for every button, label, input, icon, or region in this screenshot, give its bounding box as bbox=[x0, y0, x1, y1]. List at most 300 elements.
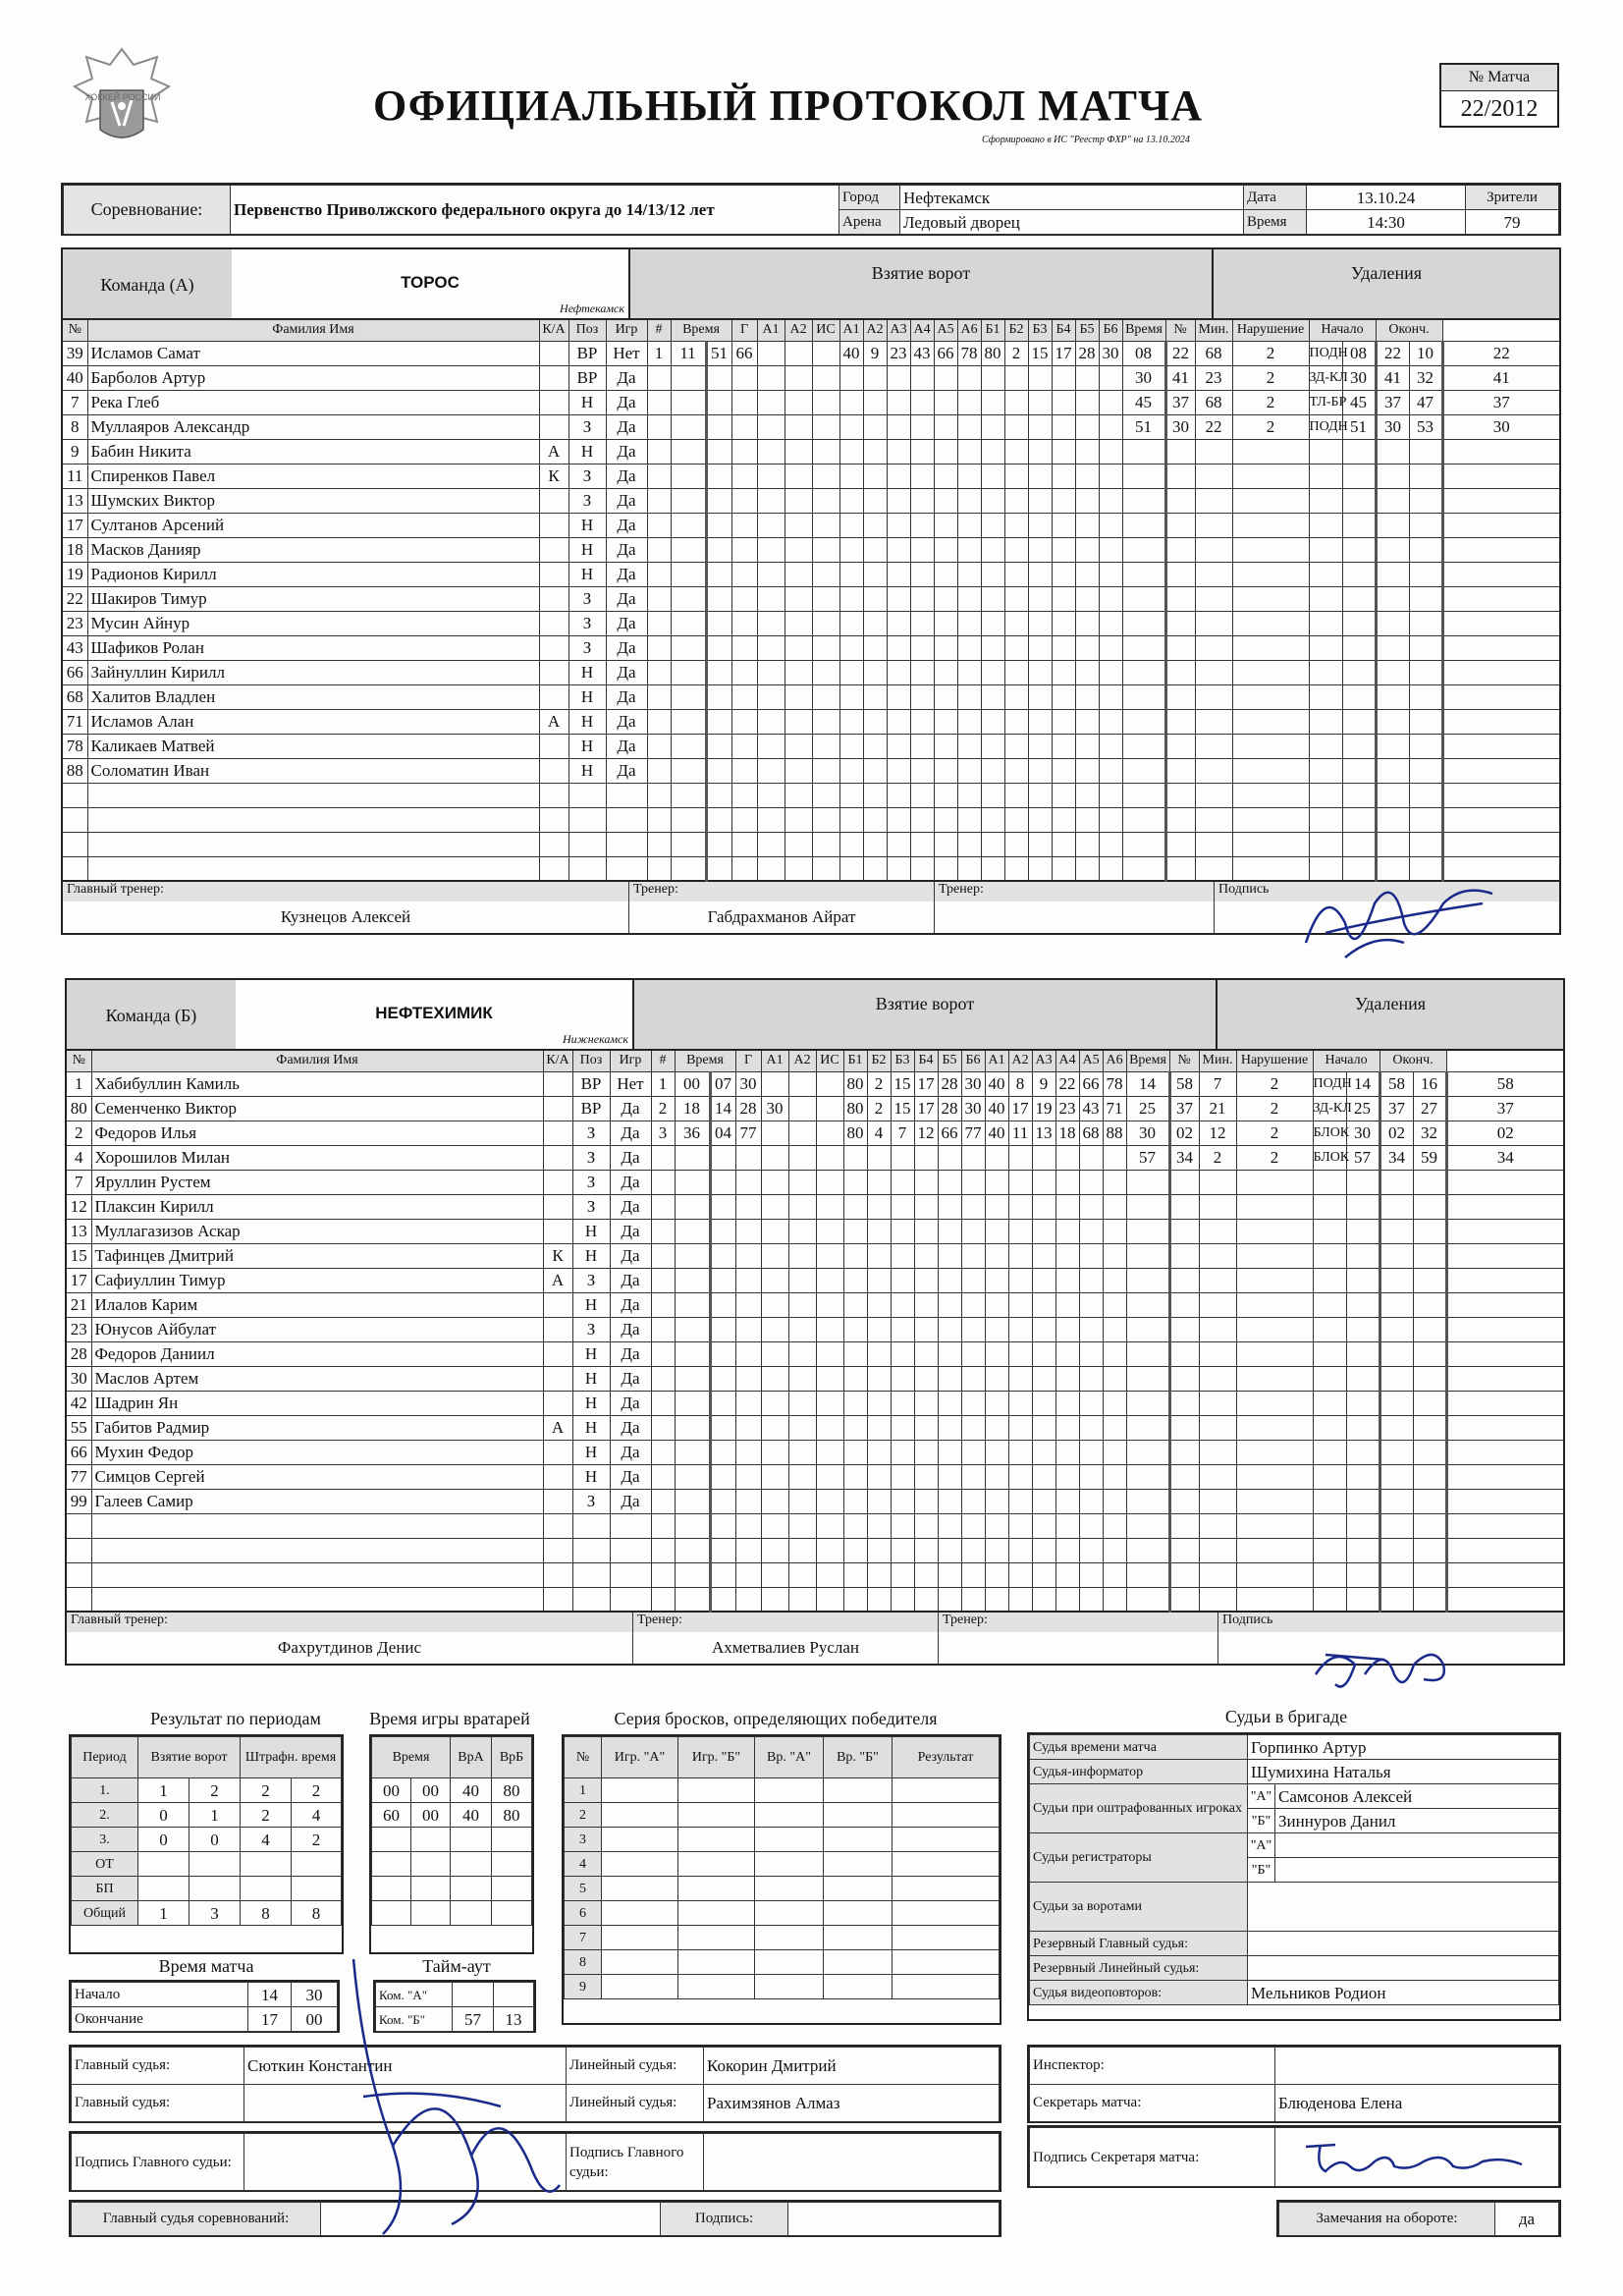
team_a-coach2 bbox=[935, 882, 1215, 933]
team_b-goal-onice-a4 bbox=[914, 1440, 938, 1464]
team_a-goal-onice-b5 bbox=[1075, 513, 1099, 537]
team_a-pen-end-sec: 30 bbox=[1442, 414, 1560, 439]
team_a-goal-sec bbox=[706, 684, 731, 709]
team_b-pen-player bbox=[1199, 1317, 1236, 1341]
team_a-goal-onice-b3 bbox=[1028, 537, 1052, 562]
team_b-goal-min bbox=[675, 1145, 710, 1170]
team_b-goal-min: 18 bbox=[675, 1096, 710, 1121]
team_b-goal-onice-b4 bbox=[1055, 1292, 1079, 1317]
team_a-pen-sec-time bbox=[1165, 586, 1195, 611]
ref-name: Мельников Родион bbox=[1248, 1981, 1559, 2005]
team_b-goal-onice-a6 bbox=[961, 1170, 985, 1194]
team_b-goal-onice-b1 bbox=[985, 1513, 1008, 1538]
team_a-goal-onice-a5 bbox=[934, 537, 957, 562]
team_a-pen-start-min: 45 bbox=[1342, 390, 1376, 414]
team_b-pen-sec-time: 34 bbox=[1169, 1145, 1199, 1170]
team_b-goal-sec bbox=[710, 1170, 735, 1194]
team_a-goal-type bbox=[812, 635, 839, 660]
team_a-player-ka bbox=[539, 660, 568, 684]
team_b-player-name: Яруллин Рустем bbox=[91, 1170, 543, 1194]
team_b-goal-onice-a1: 80 bbox=[843, 1071, 867, 1096]
team_a-goal-onice-a1: 40 bbox=[839, 341, 863, 365]
team_a-goal-min bbox=[671, 488, 706, 513]
team_a-goal-scorer bbox=[731, 635, 757, 660]
team_b-goal-onice-a2 bbox=[867, 1538, 891, 1562]
team_b-goal-scorer bbox=[735, 1587, 761, 1612]
team_b-goal-onice-b6: 78 bbox=[1103, 1071, 1126, 1096]
period-pim-b bbox=[292, 1852, 342, 1877]
team_b-pen-player bbox=[1199, 1562, 1236, 1587]
goalies-h-a: ВрА bbox=[451, 1737, 492, 1778]
team_b-goal-onice-a5: 66 bbox=[938, 1121, 961, 1145]
team_b-pen-minutes: 2 bbox=[1236, 1096, 1313, 1121]
team_b-player-no bbox=[66, 1538, 91, 1562]
team_b-h-play: Игр bbox=[610, 1050, 651, 1071]
team_b-goal-onice-a3 bbox=[891, 1243, 914, 1268]
team_b-goal-assist2 bbox=[788, 1170, 816, 1194]
team_b-pen-player bbox=[1199, 1170, 1236, 1194]
team_b-goal-onice-b1 bbox=[985, 1145, 1008, 1170]
table-row bbox=[565, 1778, 1000, 1803]
team_a-goal-onice-a2 bbox=[863, 783, 887, 807]
team_b-pen-start-sec bbox=[1380, 1587, 1413, 1612]
shootout-cell bbox=[678, 1950, 755, 1975]
team_b-goal-onice-a5 bbox=[938, 1194, 961, 1219]
team_b-goal-scorer bbox=[735, 1415, 761, 1440]
team_a-pen-min-time bbox=[1122, 832, 1165, 856]
shootout-cell bbox=[678, 1901, 755, 1926]
team_a-goal-onice-b1 bbox=[981, 832, 1004, 856]
team_b-goal-assist2 bbox=[788, 1489, 816, 1513]
team_b-player-ka bbox=[543, 1145, 572, 1170]
team_a-goal-onice-b1 bbox=[981, 586, 1004, 611]
team_a-goal-onice-a5 bbox=[934, 758, 957, 783]
team_b-goal-onice-b1 bbox=[985, 1317, 1008, 1341]
team_a-goal-onice-a4 bbox=[910, 684, 934, 709]
team_b-goal-onice-b2 bbox=[1008, 1170, 1032, 1194]
team_b-goal-onice-a3 bbox=[891, 1464, 914, 1489]
team_a-pen-violation bbox=[1309, 611, 1342, 635]
goalie-a bbox=[451, 1828, 492, 1852]
team_b-player-no: 77 bbox=[66, 1464, 91, 1489]
team_b-goal-onice-a1: 80 bbox=[843, 1121, 867, 1145]
team_a-player-no: 9 bbox=[62, 439, 87, 464]
team_b-player-pos: З bbox=[572, 1194, 610, 1219]
team_b-goal-onice-a4 bbox=[914, 1562, 938, 1587]
team_a-goal-onice-a3 bbox=[887, 439, 910, 464]
team_b-goal-no bbox=[651, 1145, 675, 1170]
team_b-goal-onice-b6 bbox=[1103, 1562, 1126, 1587]
team_b-goal-assist1 bbox=[761, 1219, 788, 1243]
timeout-title: Тайм-аут bbox=[422, 1956, 491, 1976]
notes-value: да bbox=[1495, 2203, 1559, 2236]
team_b-goal-onice-b2 bbox=[1008, 1538, 1032, 1562]
team_a-goal-onice-a3 bbox=[887, 611, 910, 635]
spectators-value: 79 bbox=[1466, 210, 1559, 235]
team_a-goal-onice-a4 bbox=[910, 832, 934, 856]
team_b-pen-start-min: 30 bbox=[1346, 1121, 1380, 1145]
table-row bbox=[565, 1901, 1000, 1926]
team_a-goal-onice-b1 bbox=[981, 488, 1004, 513]
team_a-goal-type bbox=[812, 611, 839, 635]
team_a-goal-assist1 bbox=[757, 758, 784, 783]
team_a-player-pos: Н bbox=[568, 390, 606, 414]
team_b-pen-start-min bbox=[1346, 1464, 1380, 1489]
team_a-goal-assist1 bbox=[757, 341, 784, 365]
team_a-h-ka: К/А bbox=[539, 319, 568, 341]
team_a-pen-violation bbox=[1309, 684, 1342, 709]
shootout-cell bbox=[824, 1828, 893, 1852]
team_b-pen-start-sec bbox=[1380, 1292, 1413, 1317]
refs-title: Судьи в бригаде bbox=[1224, 1707, 1348, 1726]
team_b-goal-no bbox=[651, 1194, 675, 1219]
team_a-pen-end-min: 10 bbox=[1409, 341, 1442, 365]
team_b-goal-onice-b3: 19 bbox=[1032, 1096, 1055, 1121]
team_b-goal-sec bbox=[710, 1341, 735, 1366]
team_a-goal-onice-b1: 80 bbox=[981, 341, 1004, 365]
team_b-goal-min bbox=[675, 1292, 710, 1317]
team_b-pen-start-min bbox=[1346, 1366, 1380, 1391]
team_a-goal-onice-a6 bbox=[957, 611, 981, 635]
team_a-player-name: Каликаев Матвей bbox=[87, 734, 539, 758]
team_a-goal-type bbox=[812, 390, 839, 414]
team_b-pen-end-sec bbox=[1446, 1243, 1564, 1268]
team_a-goal-onice-b4 bbox=[1052, 439, 1075, 464]
table-row bbox=[62, 758, 1560, 783]
team_b-goal-onice-a3 bbox=[891, 1440, 914, 1464]
goalie-time-min bbox=[372, 1852, 411, 1877]
team_a-goal-onice-a4 bbox=[910, 586, 934, 611]
team_b-goal-assist2 bbox=[788, 1096, 816, 1121]
team_b-goal-onice-b1 bbox=[985, 1391, 1008, 1415]
team_b-pen-start-min: 14 bbox=[1346, 1071, 1380, 1096]
team_b-goal-assist1 bbox=[761, 1489, 788, 1513]
city-label: Город bbox=[839, 186, 900, 210]
team_b-goal-no bbox=[651, 1341, 675, 1366]
team_a-goal-type bbox=[812, 586, 839, 611]
goalie-time-sec bbox=[411, 1877, 451, 1901]
team_b-pen-minutes bbox=[1236, 1292, 1313, 1317]
team_a-goal-onice-b6 bbox=[1099, 783, 1122, 807]
team_a-player-play bbox=[606, 856, 647, 881]
team_b-pen-sec-time: 37 bbox=[1169, 1096, 1199, 1121]
team_b-pen-end-min bbox=[1413, 1219, 1446, 1243]
team_a-goal-onice-b5 bbox=[1075, 562, 1099, 586]
table-row bbox=[565, 1803, 1000, 1828]
team_a-goal-onice-b4 bbox=[1052, 464, 1075, 488]
team_b-goal-onice-a4: 17 bbox=[914, 1071, 938, 1096]
team_b-pen-start-sec bbox=[1380, 1170, 1413, 1194]
team_b-goal-type bbox=[816, 1415, 843, 1440]
table-row bbox=[372, 1852, 532, 1877]
notes-label: Замечания на обороте: bbox=[1279, 2203, 1495, 2236]
team_b-player-name bbox=[91, 1587, 543, 1612]
team_b-pen-minutes bbox=[1236, 1513, 1313, 1538]
team_a-goal-onice-b3 bbox=[1028, 414, 1052, 439]
team_a-player-name: Шакиров Тимур bbox=[87, 586, 539, 611]
team_b-player-ka bbox=[543, 1096, 572, 1121]
team_a-title-area bbox=[63, 249, 630, 318]
team_b-pen-end-min bbox=[1413, 1415, 1446, 1440]
shootout-h-res: Результат bbox=[893, 1737, 1000, 1778]
team_b-goal-onice-a3 bbox=[891, 1391, 914, 1415]
team_b-pen-min-time bbox=[1126, 1243, 1169, 1268]
team_a-goal-no bbox=[647, 586, 671, 611]
team_b-goal-onice-b4 bbox=[1055, 1513, 1079, 1538]
team_b-goal-onice-a5 bbox=[938, 1513, 961, 1538]
team_a-player-name: Исламов Самат bbox=[87, 341, 539, 365]
team_a-goal-assist2 bbox=[784, 464, 812, 488]
team_b-goal-onice-a1 bbox=[843, 1440, 867, 1464]
team_a-goal-assist1 bbox=[757, 783, 784, 807]
team_b-player-name bbox=[91, 1538, 543, 1562]
shootout-cell bbox=[824, 1877, 893, 1901]
team_a-player-pos: З bbox=[568, 635, 606, 660]
team_b-goal-onice-a3 bbox=[891, 1317, 914, 1341]
team_b-pen-sec-time bbox=[1169, 1538, 1199, 1562]
shootout-cell bbox=[678, 1852, 755, 1877]
chief-ref1: Сюткин Константин bbox=[244, 2048, 567, 2085]
team_b-goal-onice-b1 bbox=[985, 1366, 1008, 1391]
team_b-goal-no bbox=[651, 1513, 675, 1538]
secretary-signature-icon bbox=[1296, 2127, 1542, 2186]
team_a-goal-no bbox=[647, 537, 671, 562]
team_b-goal-onice-a5 bbox=[938, 1317, 961, 1341]
team_a-player-ka bbox=[539, 414, 568, 439]
team_a-goal-onice-b1 bbox=[981, 365, 1004, 390]
team_b-player-name: Тафинцев Дмитрий bbox=[91, 1243, 543, 1268]
team_b-player-pos: Н bbox=[572, 1219, 610, 1243]
team_a-goal-onice-b2 bbox=[1004, 611, 1028, 635]
team_a-goal-onice-b5 bbox=[1075, 807, 1099, 832]
match-time-box bbox=[69, 1980, 340, 2033]
team_a-goal-onice-b2 bbox=[1004, 660, 1028, 684]
period-pim-b: 4 bbox=[292, 1803, 342, 1828]
team_a-pen-violation bbox=[1309, 734, 1342, 758]
team_b-goal-onice-a2 bbox=[867, 1145, 891, 1170]
goalie-a bbox=[451, 1901, 492, 1926]
team_b-pen-player bbox=[1199, 1464, 1236, 1489]
shootout-no: 5 bbox=[565, 1877, 602, 1901]
shootout-cell bbox=[755, 1828, 824, 1852]
table-row bbox=[1030, 1735, 1559, 1760]
team_a-goal-onice-b1 bbox=[981, 734, 1004, 758]
team_b-h-onice-b2: А2 bbox=[1008, 1050, 1032, 1071]
team_a-player-pos: З bbox=[568, 414, 606, 439]
team_b-h-onice-b6: А6 bbox=[1103, 1050, 1126, 1071]
team_a-pen-start-min bbox=[1342, 807, 1376, 832]
team_b-pen-player bbox=[1199, 1440, 1236, 1464]
team_a-goal-onice-a1 bbox=[839, 758, 863, 783]
period-pim-a: 2 bbox=[241, 1778, 292, 1803]
team_a-player-pos bbox=[568, 783, 606, 807]
team_a-player-ka bbox=[539, 390, 568, 414]
period-pim-a: 8 bbox=[241, 1901, 292, 1926]
team_b-goal-type bbox=[816, 1366, 843, 1391]
team_a-pen-minutes bbox=[1232, 758, 1309, 783]
team_a-goal-assist2 bbox=[784, 856, 812, 881]
sig-chief-label: Подпись Главного судьи: bbox=[72, 2134, 244, 2191]
team_a-goal-onice-a3 bbox=[887, 807, 910, 832]
team_b-pen-end-min bbox=[1413, 1587, 1446, 1612]
team_a-goal-onice-b1 bbox=[981, 660, 1004, 684]
shootout-cell bbox=[893, 1950, 1000, 1975]
team_a-goal-onice-a5 bbox=[934, 513, 957, 537]
team_a-goal-onice-a5 bbox=[934, 684, 957, 709]
team_a-goal-onice-b3 bbox=[1028, 832, 1052, 856]
goalie-a bbox=[451, 1877, 492, 1901]
team_b-goal-onice-a5 bbox=[938, 1219, 961, 1243]
team_a-player-play bbox=[606, 807, 647, 832]
team_b-pen-start-min bbox=[1346, 1440, 1380, 1464]
team_a-goal-onice-a3 bbox=[887, 684, 910, 709]
team_a-goal-onice-b3 bbox=[1028, 390, 1052, 414]
team_b-goal-min: 00 bbox=[675, 1071, 710, 1096]
team_b-goal-onice-b3: 9 bbox=[1032, 1071, 1055, 1096]
team_a-pen-start-sec bbox=[1376, 611, 1409, 635]
ref-name bbox=[1248, 1956, 1559, 1981]
team_b-goal-scorer bbox=[735, 1170, 761, 1194]
team_a-goal-scorer bbox=[731, 537, 757, 562]
team_b-player-ka bbox=[543, 1391, 572, 1415]
team_b-goal-no bbox=[651, 1415, 675, 1440]
team_a-pen-minutes bbox=[1232, 562, 1309, 586]
team_b-pen-minutes bbox=[1236, 1170, 1313, 1194]
team_b-goal-assist1 bbox=[761, 1292, 788, 1317]
team_a-goal-onice-b5 bbox=[1075, 832, 1099, 856]
table-row bbox=[66, 1096, 1564, 1121]
team_b-goal-onice-b6 bbox=[1103, 1464, 1126, 1489]
team_b-goal-onice-a5 bbox=[938, 1415, 961, 1440]
ref-tag: "А" bbox=[1248, 1784, 1275, 1809]
shootout-cell bbox=[755, 1877, 824, 1901]
team_a-h-pen-viol: Нарушение bbox=[1232, 319, 1309, 341]
team_b-pen-end-min: 32 bbox=[1413, 1121, 1446, 1145]
team_a-goal-assist1 bbox=[757, 537, 784, 562]
team_b-player-no: 7 bbox=[66, 1170, 91, 1194]
team_a-pen-start-sec bbox=[1376, 709, 1409, 734]
team_b-goal-onice-a4 bbox=[914, 1366, 938, 1391]
team_b-goal-assist1 bbox=[761, 1170, 788, 1194]
team_b-goal-min bbox=[675, 1562, 710, 1587]
team_b-heading bbox=[65, 978, 1565, 1049]
team_a-h-pen-start: Начало bbox=[1309, 319, 1376, 341]
team_a-pen-sec-time bbox=[1165, 488, 1195, 513]
team_b-goal-assist1 bbox=[761, 1440, 788, 1464]
team_a-goal-sec bbox=[706, 856, 731, 881]
team_b-pen-start-sec bbox=[1380, 1489, 1413, 1513]
team_a-pen-min-time: 08 bbox=[1122, 341, 1165, 365]
team_a-pen-player bbox=[1195, 537, 1232, 562]
team_b-goal-onice-b5 bbox=[1079, 1513, 1103, 1538]
team_a-goal-onice-a6 bbox=[957, 439, 981, 464]
team_a-goal-sec bbox=[706, 832, 731, 856]
team_a-player-pos: З bbox=[568, 611, 606, 635]
team_b-goal-no bbox=[651, 1538, 675, 1562]
team_b-player-play: Да bbox=[610, 1121, 651, 1145]
team_b-pen-minutes bbox=[1236, 1440, 1313, 1464]
team_b-h-onice-a6: Б6 bbox=[961, 1050, 985, 1071]
team_b-goal-type bbox=[816, 1341, 843, 1366]
team_b-goal-onice-a4 bbox=[914, 1415, 938, 1440]
team_b-goal-assist1 bbox=[761, 1513, 788, 1538]
team_a-goal-onice-a3 bbox=[887, 365, 910, 390]
period-pim-a bbox=[241, 1877, 292, 1901]
team_a-goal-onice-b4 bbox=[1052, 586, 1075, 611]
team_a-goal-onice-b5 bbox=[1075, 856, 1099, 881]
team_b-h-pen-viol: Нарушение bbox=[1236, 1050, 1313, 1071]
team_b-player-pos bbox=[572, 1513, 610, 1538]
shootout-cell bbox=[893, 1877, 1000, 1901]
team_b-goal-onice-a4: 17 bbox=[914, 1096, 938, 1121]
team_b-player-play: Да bbox=[610, 1489, 651, 1513]
shootout-h-no: № bbox=[565, 1737, 602, 1778]
team_a-player-ka bbox=[539, 562, 568, 586]
team_b-pen-minutes bbox=[1236, 1562, 1313, 1587]
team_b-goal-onice-b5 bbox=[1079, 1292, 1103, 1317]
team_b-pen-player bbox=[1199, 1587, 1236, 1612]
team_a-goal-min bbox=[671, 807, 706, 832]
team_b-goal-type bbox=[816, 1121, 843, 1145]
team_a-pen-end-sec bbox=[1442, 488, 1560, 513]
team_a-pen-start-min bbox=[1342, 709, 1376, 734]
team_b-player-pos: Н bbox=[572, 1391, 610, 1415]
team_a-goal-onice-a5: 66 bbox=[934, 341, 957, 365]
team_b-goal-assist1 bbox=[761, 1562, 788, 1587]
team_a-goal-onice-b4 bbox=[1052, 513, 1075, 537]
ref-role: Судья времени матча bbox=[1030, 1735, 1248, 1760]
team_b-goal-type bbox=[816, 1562, 843, 1587]
team_b-goal-onice-b4 bbox=[1055, 1587, 1079, 1612]
team_b-pen-end-sec bbox=[1446, 1292, 1564, 1317]
team_a-goal-onice-b2: 2 bbox=[1004, 341, 1028, 365]
team_a-goal-onice-a4 bbox=[910, 807, 934, 832]
team_a-goal-onice-a5 bbox=[934, 488, 957, 513]
team_a-goal-sec bbox=[706, 635, 731, 660]
team_a-player-name: Шафиков Ролан bbox=[87, 635, 539, 660]
timeout-b-sec: 13 bbox=[494, 2007, 534, 2032]
team_a-player-pos: Н bbox=[568, 734, 606, 758]
team_b-goal-assist2 bbox=[788, 1268, 816, 1292]
team_a-goal-scorer bbox=[731, 562, 757, 586]
team_b-goal-onice-b2 bbox=[1008, 1391, 1032, 1415]
team_b-goal-type bbox=[816, 1170, 843, 1194]
shootout-h-gb: Вр. "Б" bbox=[824, 1737, 893, 1778]
team_a-goal-onice-b6 bbox=[1099, 734, 1122, 758]
team_b-goal-min bbox=[675, 1489, 710, 1513]
team_a-goal-onice-a4 bbox=[910, 562, 934, 586]
match-number-box bbox=[1439, 63, 1559, 128]
team_b-pen-player: 12 bbox=[1199, 1121, 1236, 1145]
team_b-pen-minutes bbox=[1236, 1219, 1313, 1243]
chief-ref2-label: Главный судья: bbox=[72, 2085, 244, 2122]
table-row bbox=[62, 783, 1560, 807]
team_a-goal-onice-a1 bbox=[839, 562, 863, 586]
period-goals-a bbox=[138, 1852, 189, 1877]
team_b-player-pos: З bbox=[572, 1121, 610, 1145]
team_a-goal-onice-a1 bbox=[839, 709, 863, 734]
team_b-goal-onice-b2 bbox=[1008, 1194, 1032, 1219]
team_b-goal-onice-a1 bbox=[843, 1341, 867, 1366]
competition-label: Соревнование: bbox=[64, 186, 231, 235]
team_b-pen-end-sec bbox=[1446, 1464, 1564, 1489]
team_b-pen-violation bbox=[1313, 1219, 1346, 1243]
team_a-player-no: 22 bbox=[62, 586, 87, 611]
team_a-goal-assist2 bbox=[784, 562, 812, 586]
team_b-goal-scorer: 30 bbox=[735, 1071, 761, 1096]
shootout-cell bbox=[755, 1778, 824, 1803]
team_b-pen-min-time bbox=[1126, 1562, 1169, 1587]
